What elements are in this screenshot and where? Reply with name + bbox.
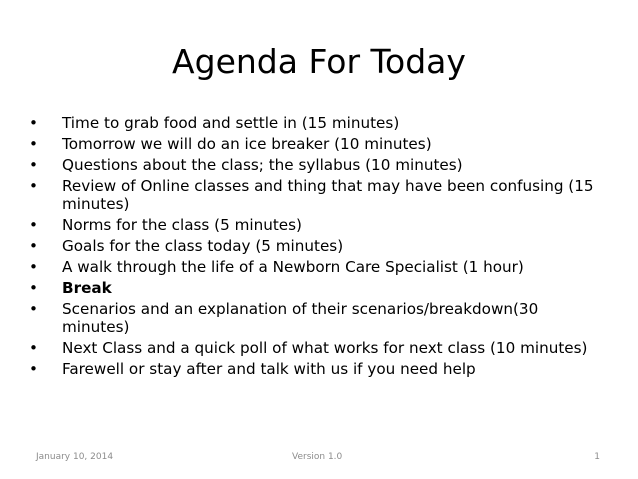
bullet-icon: • — [29, 134, 38, 153]
bullet-icon: • — [29, 216, 38, 235]
agenda-item — [28, 360, 603, 379]
bullet-icon: • — [29, 339, 38, 358]
bullet-icon: • — [29, 176, 38, 195]
agenda-item-text: A walk through the life of a Newborn Care Specialist (1 hour) — [62, 257, 524, 276]
footer-date: January 10, 2014 — [36, 452, 114, 462]
bullet-icon: • — [29, 278, 38, 297]
agenda-item — [28, 177, 603, 214]
agenda-item-text: Tomorrow we will do an ice breaker (10 minutes) — [62, 134, 432, 153]
slide-footer — [0, 452, 638, 466]
agenda-item — [28, 114, 603, 133]
agenda-item-text: Farewell or stay after and talk with us if you need help — [62, 359, 476, 378]
agenda-item — [28, 216, 603, 235]
bullet-icon: • — [29, 114, 38, 132]
agenda-item-break — [28, 279, 603, 298]
agenda-item-text: Scenarios and an explanation of their scenarios/breakdown(30 minutes) — [62, 299, 539, 337]
bullet-icon: • — [29, 299, 38, 318]
agenda-list — [28, 114, 603, 381]
bullet-icon: • — [29, 236, 38, 255]
agenda-item-text: Next Class and a quick poll of what works for next class (10 minutes) — [62, 339, 588, 358]
agenda-item-text: Goals for the class today (5 minutes) — [62, 236, 344, 255]
bullet-icon: • — [29, 359, 38, 378]
slide-title: Agenda For Today — [172, 42, 466, 81]
agenda-item — [28, 135, 603, 154]
agenda-item — [28, 258, 603, 277]
bullet-icon: • — [29, 155, 38, 174]
agenda-item — [28, 156, 603, 175]
agenda-item-text: Break — [62, 278, 112, 297]
agenda-item — [28, 237, 603, 256]
agenda-item — [28, 339, 603, 358]
agenda-item — [28, 300, 603, 337]
bullet-icon: • — [29, 257, 38, 276]
agenda-item-text: Review of Online classes and thing that may have been confusing (15 minutes) — [62, 176, 594, 214]
footer-version: Version 1.0 — [292, 452, 343, 462]
footer-page-number: 1 — [594, 452, 600, 462]
agenda-item-text: Time to grab food and settle in (15 minutes) — [62, 114, 400, 132]
agenda-item-text: Norms for the class (5 minutes) — [62, 216, 302, 235]
agenda-item-text: Questions about the class; the syllabus (10 minutes) — [62, 155, 463, 174]
